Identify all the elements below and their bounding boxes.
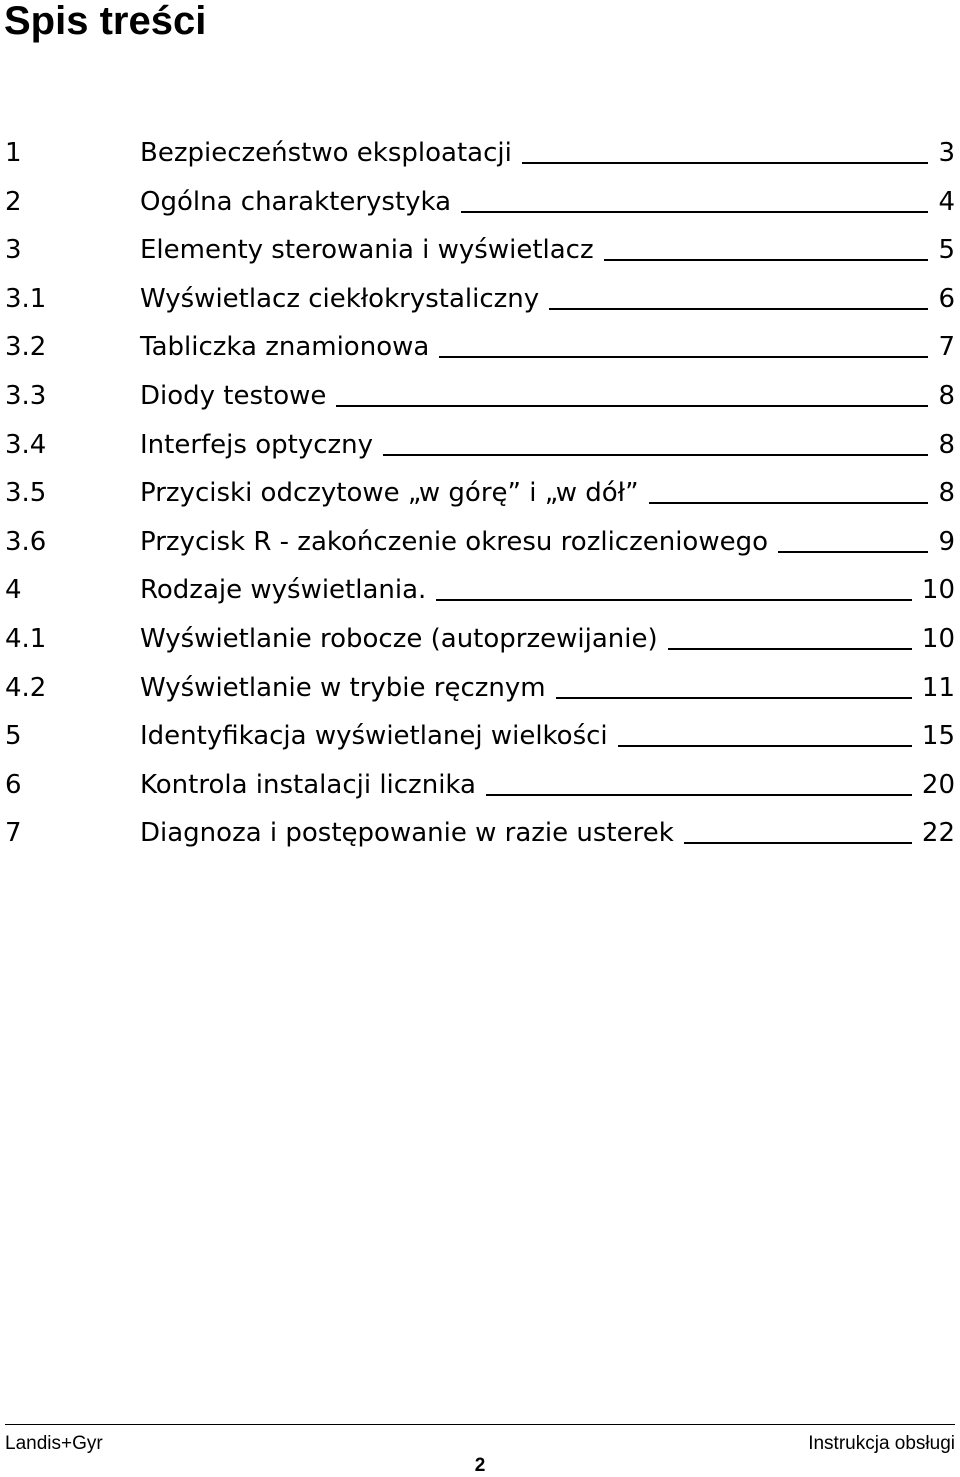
toc-entry-title: Przyciski odczytowe „w górę” i „w dół” <box>140 478 639 509</box>
toc-entry-number: 3.4 <box>5 429 47 460</box>
toc-entry-title: Interfejs optyczny <box>140 429 374 460</box>
toc-entry-title: Wyświetlanie robocze (autoprzewijanie) <box>140 623 658 654</box>
toc-entry-number: 7 <box>5 818 22 849</box>
toc-entry-number: 3.5 <box>5 478 47 509</box>
toc-entry[interactable] <box>0 420 960 469</box>
toc-entry-number: 3.3 <box>5 380 47 411</box>
toc-entry[interactable] <box>0 322 960 371</box>
toc-leader-line <box>618 745 912 747</box>
toc-leader-line <box>439 356 928 358</box>
toc-leader-line <box>549 308 928 310</box>
toc-entry-title: Ogólna charakterystyka <box>140 186 452 217</box>
toc-entry[interactable] <box>0 760 960 809</box>
toc-entry-number: 1 <box>5 138 22 168</box>
toc-entry[interactable] <box>0 614 960 663</box>
toc-entry-page: 4 <box>938 186 955 217</box>
toc-entry[interactable] <box>0 565 960 614</box>
toc-entry-number: 4.2 <box>5 672 47 703</box>
toc-entry-title: Elementy sterowania i wyświetlacz <box>140 235 594 266</box>
toc-leader-line <box>461 211 928 213</box>
toc-entry-page: 8 <box>938 380 955 411</box>
toc-entry-number: 5 <box>5 721 22 752</box>
toc-entry-page: 8 <box>938 429 955 460</box>
toc-entry-page: 10 <box>921 623 955 654</box>
toc-entry[interactable] <box>0 468 960 517</box>
page-title: Spis treści <box>4 0 207 43</box>
toc-entry-number: 3.6 <box>5 526 47 557</box>
toc-entry[interactable] <box>0 711 960 760</box>
toc-leader-line <box>668 648 912 650</box>
toc-entry[interactable] <box>0 371 960 420</box>
toc-entry-page: 7 <box>938 332 955 363</box>
footer-company: Landis+Gyr <box>5 1433 103 1454</box>
toc-entry-title: Diody testowe <box>140 380 327 411</box>
toc-entry-title: Przycisk R - zakończenie okresu rozliczeniowego <box>140 526 769 557</box>
toc-entry-page: 5 <box>938 235 955 266</box>
toc-entry-number: 2 <box>5 186 22 217</box>
toc-entry-title: Bezpieczeństwo eksploatacji <box>140 138 512 168</box>
toc-entry-page: 9 <box>938 526 955 557</box>
toc-entry[interactable] <box>0 808 960 857</box>
page-number: 2 <box>474 1455 486 1476</box>
toc-entry-page: 11 <box>921 672 955 703</box>
toc-entry-page: 22 <box>921 818 955 849</box>
toc-leader-line <box>336 405 928 407</box>
toc-entry-number: 3.1 <box>5 283 47 314</box>
toc-leader-line <box>684 842 912 844</box>
toc-leader-line <box>522 162 929 164</box>
toc-leader-line <box>604 259 929 261</box>
toc-entry-title: Wyświetlanie w trybie ręcznym <box>140 672 546 703</box>
table-of-contents <box>0 128 960 857</box>
toc-entry[interactable] <box>0 663 960 712</box>
toc-entry-title: Kontrola instalacji licznika <box>140 769 476 800</box>
toc-entry-number: 6 <box>5 769 22 800</box>
toc-entry-page: 6 <box>938 283 955 314</box>
toc-entry[interactable] <box>0 517 960 566</box>
toc-entry-number: 4.1 <box>5 623 47 654</box>
toc-entry-number: 3.2 <box>5 332 47 363</box>
toc-leader-line <box>383 454 928 456</box>
toc-leader-line <box>649 502 929 504</box>
toc-entry-page: 3 <box>938 138 955 168</box>
toc-entry[interactable] <box>0 225 960 274</box>
toc-entry-page: 8 <box>938 478 955 509</box>
toc-entry-page: 10 <box>921 575 955 606</box>
toc-entry-title: Tabliczka znamionowa <box>140 332 430 363</box>
toc-entry-number: 3 <box>5 235 22 266</box>
footer-divider <box>5 1424 955 1425</box>
toc-entry-title: Wyświetlacz ciekłokrystaliczny <box>140 283 540 314</box>
toc-entry[interactable] <box>0 128 960 177</box>
toc-entry-number: 4 <box>5 575 22 606</box>
toc-entry-title: Rodzaje wyświetlania. <box>140 575 427 606</box>
toc-leader-line <box>486 794 912 796</box>
toc-entry[interactable] <box>0 177 960 226</box>
toc-entry-page: 20 <box>921 769 955 800</box>
toc-entry-title: Diagnoza i postępowanie w razie usterek <box>140 818 674 849</box>
toc-leader-line <box>436 599 912 601</box>
toc-leader-line <box>556 697 912 699</box>
toc-entry-page: 15 <box>921 721 955 752</box>
toc-leader-line <box>778 551 928 553</box>
toc-entry-title: Identyfikacja wyświetlanej wielkości <box>140 721 608 752</box>
toc-entry[interactable] <box>0 274 960 323</box>
footer-document-type: Instrukcja obsługi <box>808 1433 955 1454</box>
